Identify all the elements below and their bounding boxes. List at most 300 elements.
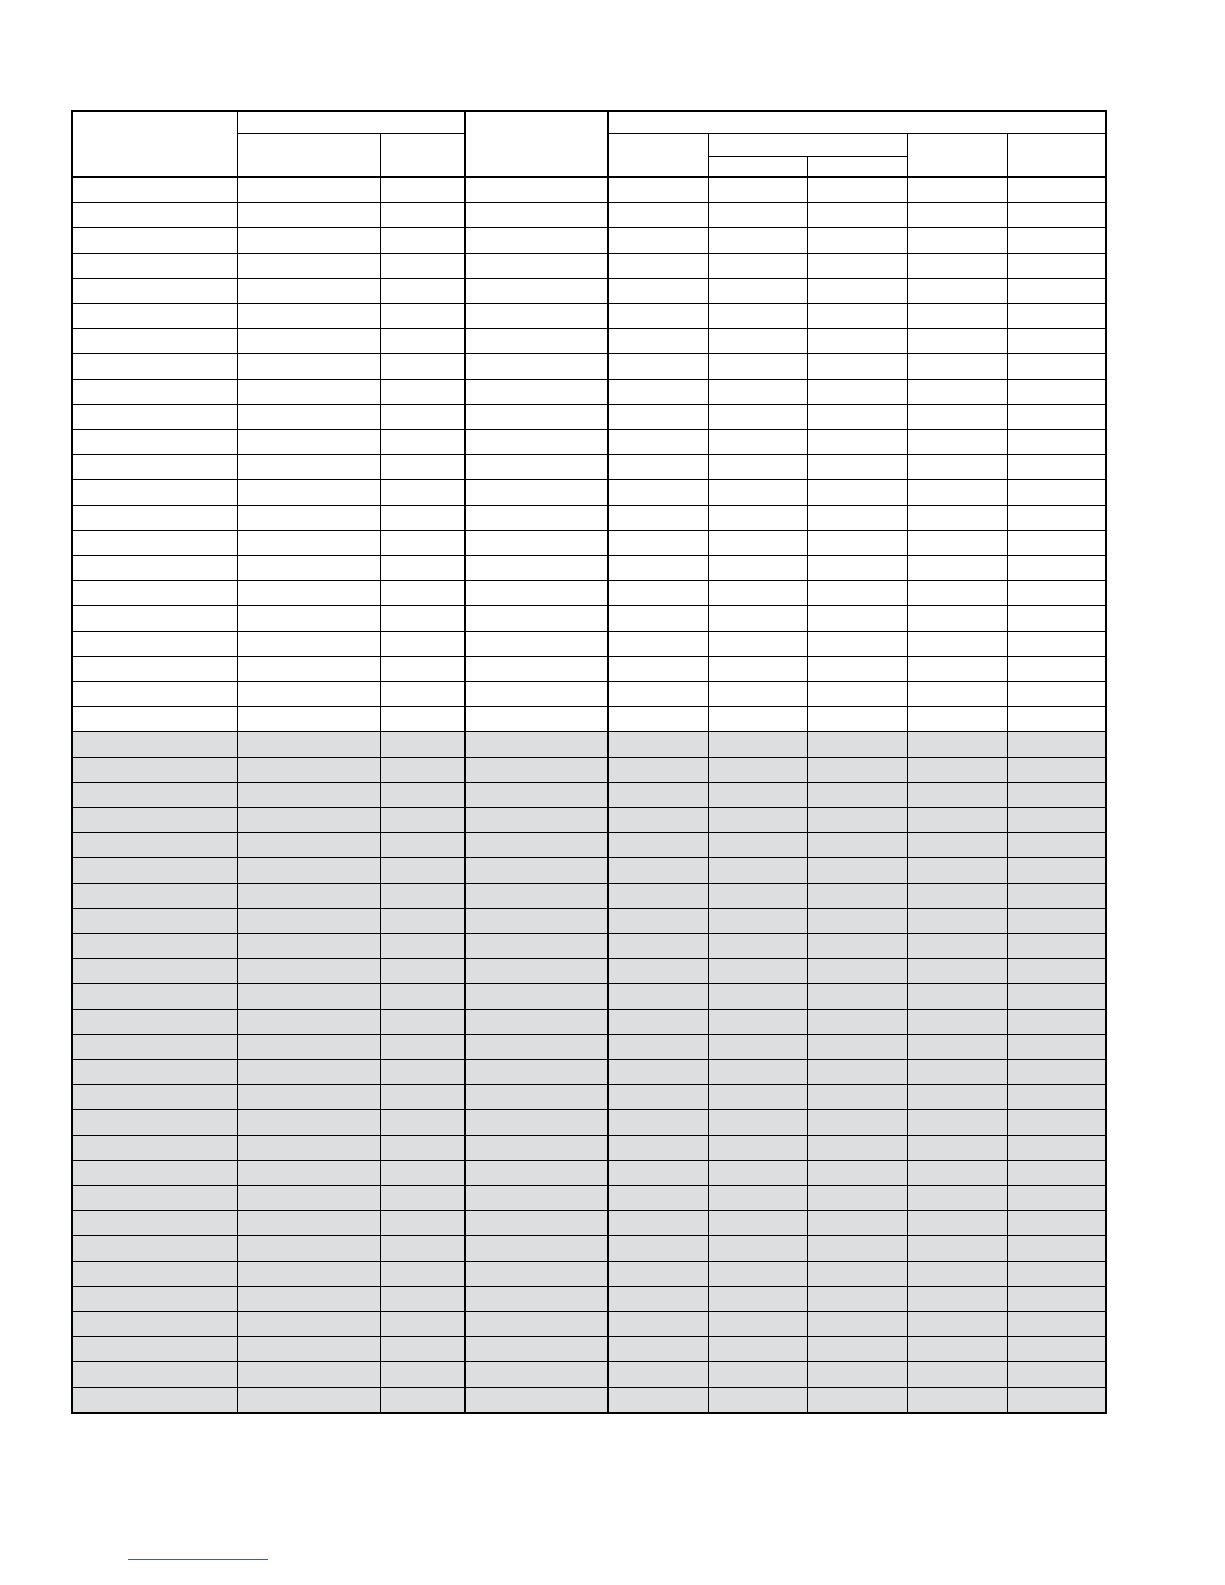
table-cell xyxy=(709,1010,806,1033)
table-cell xyxy=(74,984,236,1007)
table-cell xyxy=(908,833,1006,856)
table-cell xyxy=(1008,480,1104,503)
table-cell xyxy=(609,480,707,503)
table-cell xyxy=(381,1035,464,1058)
table-cell xyxy=(808,430,906,453)
table-cell xyxy=(808,455,906,478)
table-cell xyxy=(1008,808,1104,831)
table-cell xyxy=(709,1186,806,1209)
table-cell xyxy=(908,1085,1006,1108)
table-cell xyxy=(238,984,379,1007)
table-cell xyxy=(609,1211,707,1234)
table-cell xyxy=(609,758,707,781)
table-cell xyxy=(1008,884,1104,907)
table-cell xyxy=(381,430,464,453)
table-cell xyxy=(466,329,607,352)
table-cell xyxy=(609,203,707,226)
table-cell xyxy=(1008,380,1104,403)
table-cell xyxy=(74,203,236,226)
table-cell xyxy=(466,707,607,730)
table-cell xyxy=(381,1337,464,1360)
table-cell xyxy=(238,556,379,579)
table-cell xyxy=(808,556,906,579)
table-cell xyxy=(808,279,906,302)
table-cell xyxy=(74,228,236,251)
table-cell xyxy=(1008,657,1104,680)
table-cell xyxy=(609,858,707,881)
table-cell xyxy=(609,657,707,680)
table-cell xyxy=(908,934,1006,957)
table-cell xyxy=(74,909,236,932)
table-cell xyxy=(238,254,379,277)
table-cell xyxy=(74,632,236,655)
table-cell xyxy=(1008,304,1104,327)
table-cell xyxy=(709,984,806,1007)
table-cell xyxy=(609,1362,707,1385)
table-cell xyxy=(74,405,236,428)
table-cell xyxy=(381,783,464,806)
table-cell xyxy=(1008,1060,1104,1083)
table-cell xyxy=(74,178,236,201)
table-cell xyxy=(808,606,906,629)
table-cell xyxy=(238,682,379,705)
table-cell xyxy=(808,1362,906,1385)
table-cell xyxy=(609,1262,707,1285)
table-cell xyxy=(709,1236,806,1259)
table-cell xyxy=(74,1161,236,1184)
table-cell xyxy=(381,178,464,201)
table-cell xyxy=(466,1362,607,1385)
table-cell xyxy=(609,1287,707,1310)
table-cell xyxy=(808,354,906,377)
table-cell xyxy=(238,455,379,478)
table-cell xyxy=(466,380,607,403)
table-cell xyxy=(808,1388,906,1411)
table-cell xyxy=(609,556,707,579)
table-cell xyxy=(238,329,379,352)
table-cell xyxy=(908,203,1006,226)
table-cell xyxy=(1008,1211,1104,1234)
table-cell xyxy=(709,455,806,478)
table-cell xyxy=(238,380,379,403)
table-cell xyxy=(908,783,1006,806)
table-cell xyxy=(908,959,1006,982)
table-cell xyxy=(238,1136,379,1159)
table-cell xyxy=(466,984,607,1007)
table-cell xyxy=(1008,732,1104,755)
table-cell xyxy=(74,682,236,705)
table-cell xyxy=(466,480,607,503)
table-cell xyxy=(466,304,607,327)
table-cell xyxy=(609,1010,707,1033)
table-cell xyxy=(381,884,464,907)
table-cell xyxy=(381,556,464,579)
table-cell xyxy=(74,254,236,277)
table-cell xyxy=(908,480,1006,503)
table-cell xyxy=(709,1060,806,1083)
table-cell xyxy=(74,380,236,403)
table-cell xyxy=(709,581,806,604)
table-cell xyxy=(808,405,906,428)
table-cell xyxy=(466,254,607,277)
table-cell xyxy=(238,758,379,781)
table-cell xyxy=(381,1211,464,1234)
table-cell xyxy=(1008,1010,1104,1033)
table-cell xyxy=(709,1312,806,1335)
table-cell xyxy=(381,304,464,327)
table-cell xyxy=(609,1388,707,1411)
table-cell xyxy=(709,279,806,302)
table-cell xyxy=(1008,1136,1104,1159)
table-cell xyxy=(381,279,464,302)
table-cell xyxy=(709,758,806,781)
table-cell xyxy=(709,506,806,529)
table-cell xyxy=(466,506,607,529)
table-cell xyxy=(381,531,464,554)
table-cell xyxy=(381,581,464,604)
table-cell xyxy=(466,405,607,428)
table-cell xyxy=(74,354,236,377)
table-cell xyxy=(609,1110,707,1133)
table-cell xyxy=(609,1085,707,1108)
table-cell xyxy=(466,1010,607,1033)
table-cell xyxy=(1008,707,1104,730)
table-cell xyxy=(709,1136,806,1159)
table-cell xyxy=(74,606,236,629)
table-cell xyxy=(709,909,806,932)
table-cell xyxy=(908,1035,1006,1058)
table-cell xyxy=(238,506,379,529)
table-cell xyxy=(709,329,806,352)
table-cell xyxy=(908,1060,1006,1083)
table-cell xyxy=(609,430,707,453)
table-cell xyxy=(808,909,906,932)
table-cell xyxy=(74,430,236,453)
table-cell xyxy=(466,934,607,957)
table-cell xyxy=(1008,1337,1104,1360)
table-cell xyxy=(238,1262,379,1285)
table-cell xyxy=(709,632,806,655)
table-cell xyxy=(609,1337,707,1360)
table-cell xyxy=(808,808,906,831)
table-cell xyxy=(74,934,236,957)
table-cell xyxy=(466,909,607,932)
table-cell xyxy=(1008,405,1104,428)
table-cell xyxy=(381,606,464,629)
table-cell xyxy=(238,1287,379,1310)
table-cell xyxy=(709,959,806,982)
table-cell xyxy=(238,304,379,327)
table-cell xyxy=(381,1312,464,1335)
table-cell xyxy=(908,304,1006,327)
table-cell xyxy=(609,1161,707,1184)
table-cell xyxy=(908,858,1006,881)
table-cell xyxy=(381,1010,464,1033)
table-cell xyxy=(74,783,236,806)
table-cell xyxy=(609,959,707,982)
table-cell xyxy=(808,1262,906,1285)
table-cell xyxy=(609,405,707,428)
table-cell xyxy=(808,1312,906,1335)
table-cell xyxy=(709,606,806,629)
table-cell xyxy=(709,480,806,503)
table-cell xyxy=(74,808,236,831)
table-cell xyxy=(381,682,464,705)
table-cell xyxy=(74,506,236,529)
table-cell xyxy=(238,405,379,428)
table-cell xyxy=(709,1287,806,1310)
table-cell xyxy=(609,581,707,604)
table-cell xyxy=(808,959,906,982)
table-cell xyxy=(808,1010,906,1033)
table-cell xyxy=(908,909,1006,932)
table-cell xyxy=(74,581,236,604)
table-cell xyxy=(1008,959,1104,982)
table-cell xyxy=(74,480,236,503)
table-cell xyxy=(381,1362,464,1385)
table-cell xyxy=(1008,758,1104,781)
table-cell xyxy=(709,1388,806,1411)
table-cell xyxy=(808,682,906,705)
table-cell xyxy=(74,1035,236,1058)
table-cell xyxy=(709,1035,806,1058)
table-cell xyxy=(238,1211,379,1234)
table-cell xyxy=(381,254,464,277)
table-cell xyxy=(381,707,464,730)
footer-rule xyxy=(128,1559,268,1560)
table-cell xyxy=(381,1287,464,1310)
table-cell xyxy=(238,430,379,453)
table-cell xyxy=(381,934,464,957)
table-cell xyxy=(808,480,906,503)
table-cell xyxy=(709,682,806,705)
table-cell xyxy=(74,1262,236,1285)
table-cell xyxy=(74,279,236,302)
table-cell xyxy=(609,1186,707,1209)
blank-ledger-table xyxy=(71,110,1107,1414)
table-cell xyxy=(808,329,906,352)
table-cell xyxy=(808,884,906,907)
table-cell xyxy=(609,606,707,629)
table-cell xyxy=(381,329,464,352)
table-cell xyxy=(808,1287,906,1310)
table-cell xyxy=(808,1161,906,1184)
table-cell xyxy=(908,354,1006,377)
table-cell xyxy=(709,430,806,453)
table-cell xyxy=(238,884,379,907)
table-cell xyxy=(381,732,464,755)
table-cell xyxy=(908,178,1006,201)
table-cell xyxy=(238,707,379,730)
table-cell xyxy=(609,632,707,655)
table-cell xyxy=(74,1236,236,1259)
table-cell xyxy=(1008,228,1104,251)
table-cell xyxy=(908,707,1006,730)
table-cell xyxy=(1008,581,1104,604)
table-cell xyxy=(1008,632,1104,655)
table-cell xyxy=(74,732,236,755)
table-cell xyxy=(238,959,379,982)
table-cell xyxy=(238,632,379,655)
table-cell xyxy=(74,531,236,554)
table-cell xyxy=(466,1236,607,1259)
table-cell xyxy=(709,783,806,806)
table-cell xyxy=(908,1211,1006,1234)
table-cell xyxy=(466,758,607,781)
table-cell xyxy=(1008,430,1104,453)
table-cell xyxy=(74,1010,236,1033)
table-cell xyxy=(1008,783,1104,806)
table-cell xyxy=(381,909,464,932)
table-cell xyxy=(74,1337,236,1360)
table-cell xyxy=(466,203,607,226)
table-cell xyxy=(908,329,1006,352)
table-cell xyxy=(466,632,607,655)
table-cell xyxy=(466,556,607,579)
table-cell xyxy=(381,758,464,781)
table-cell xyxy=(609,1236,707,1259)
table-cell xyxy=(74,1211,236,1234)
table-cell xyxy=(1008,1388,1104,1411)
table-cell xyxy=(381,1136,464,1159)
table-cell xyxy=(238,934,379,957)
table-cell xyxy=(466,1161,607,1184)
table-cell xyxy=(466,657,607,680)
table-cell xyxy=(709,556,806,579)
table-cell xyxy=(1008,1262,1104,1285)
table-cell xyxy=(908,556,1006,579)
table-cell xyxy=(466,581,607,604)
table-cell xyxy=(381,959,464,982)
table-cell xyxy=(808,833,906,856)
table-cell xyxy=(1008,203,1104,226)
header-group-a-rule xyxy=(237,133,465,134)
table-cell xyxy=(609,531,707,554)
table-cell xyxy=(74,1186,236,1209)
table-cell xyxy=(74,858,236,881)
table-cell xyxy=(381,455,464,478)
table-cell xyxy=(609,329,707,352)
table-cell xyxy=(1008,1236,1104,1259)
table-cell xyxy=(466,959,607,982)
table-cell xyxy=(381,506,464,529)
table-cell xyxy=(908,1010,1006,1033)
table-cell xyxy=(1008,178,1104,201)
table-cell xyxy=(74,1388,236,1411)
table-cell xyxy=(74,1312,236,1335)
table-cell xyxy=(381,657,464,680)
table-cell xyxy=(908,1337,1006,1360)
table-cell xyxy=(908,606,1006,629)
table-cell xyxy=(609,1035,707,1058)
table-cell xyxy=(74,657,236,680)
table-cell xyxy=(466,732,607,755)
table-cell xyxy=(609,254,707,277)
table-cell xyxy=(808,858,906,881)
table-cell xyxy=(1008,455,1104,478)
table-cell xyxy=(908,1186,1006,1209)
table-cell xyxy=(908,430,1006,453)
table-cell xyxy=(466,1136,607,1159)
table-cell xyxy=(466,682,607,705)
table-cell xyxy=(238,1388,379,1411)
table-cell xyxy=(609,984,707,1007)
table-cell xyxy=(709,228,806,251)
table-cell xyxy=(808,1060,906,1083)
table-cell xyxy=(381,354,464,377)
table-cell xyxy=(238,1010,379,1033)
table-cell xyxy=(1008,531,1104,554)
table-cell xyxy=(381,480,464,503)
table-cell xyxy=(1008,682,1104,705)
table-cell xyxy=(609,783,707,806)
table-cell xyxy=(709,707,806,730)
table-cell xyxy=(466,833,607,856)
table-cell xyxy=(808,707,906,730)
table-cell xyxy=(609,909,707,932)
table-cell xyxy=(238,354,379,377)
table-cell xyxy=(466,884,607,907)
table-cell xyxy=(808,178,906,201)
table-cell xyxy=(709,531,806,554)
table-cell xyxy=(908,581,1006,604)
table-cell xyxy=(238,1236,379,1259)
table-cell xyxy=(238,1110,379,1133)
table-cell xyxy=(381,1161,464,1184)
table-cell xyxy=(74,884,236,907)
table-cell xyxy=(74,833,236,856)
table-cell xyxy=(808,1110,906,1133)
table-cell xyxy=(808,1186,906,1209)
table-cell xyxy=(709,304,806,327)
table-cell xyxy=(74,1110,236,1133)
table-cell xyxy=(609,707,707,730)
table-cell xyxy=(808,1211,906,1234)
table-cell xyxy=(238,1085,379,1108)
table-cell xyxy=(381,1262,464,1285)
table-cell xyxy=(808,506,906,529)
table-cell xyxy=(238,480,379,503)
table-cell xyxy=(466,1312,607,1335)
table-cell xyxy=(609,934,707,957)
table-cell xyxy=(381,405,464,428)
table-cell xyxy=(709,178,806,201)
table-cell xyxy=(1008,254,1104,277)
table-cell xyxy=(381,808,464,831)
table-cell xyxy=(238,833,379,856)
table-cell xyxy=(1008,984,1104,1007)
table-cell xyxy=(808,228,906,251)
table-cell xyxy=(74,1287,236,1310)
table-cell xyxy=(908,732,1006,755)
table-cell xyxy=(238,1060,379,1083)
table-cell xyxy=(808,783,906,806)
table-cell xyxy=(709,1110,806,1133)
table-cell xyxy=(908,1262,1006,1285)
table-cell xyxy=(908,455,1006,478)
table-cell xyxy=(1008,1085,1104,1108)
table-cell xyxy=(908,657,1006,680)
table-cell xyxy=(466,1287,607,1310)
table-cell xyxy=(238,808,379,831)
table-cell xyxy=(238,858,379,881)
table-cell xyxy=(238,1035,379,1058)
table-cell xyxy=(609,833,707,856)
table-cell xyxy=(908,228,1006,251)
table-cell xyxy=(808,984,906,1007)
table-cell xyxy=(709,808,806,831)
table-cell xyxy=(908,1388,1006,1411)
